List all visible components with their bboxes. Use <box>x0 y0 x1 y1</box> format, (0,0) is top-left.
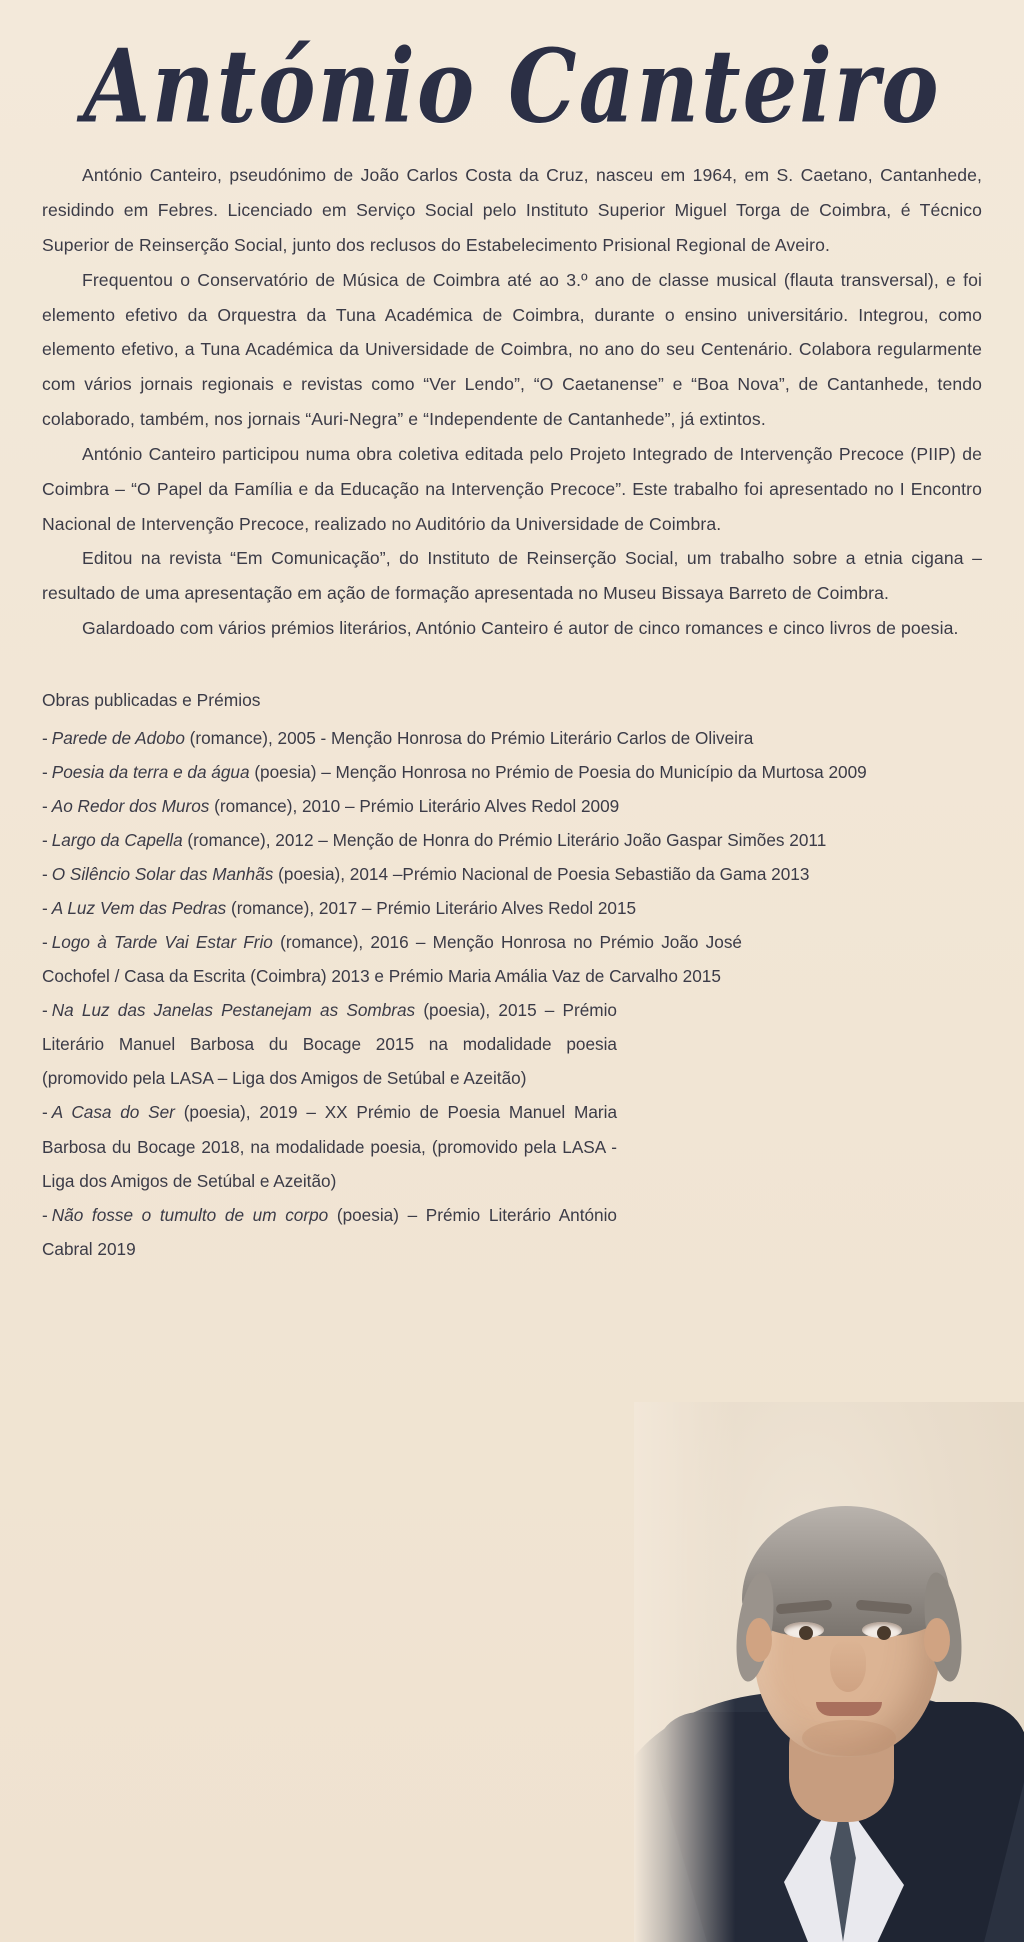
works-list <box>42 721 982 1266</box>
portrait-eye-left <box>784 1622 824 1638</box>
list-dash: - <box>42 1204 48 1225</box>
list-dash: - <box>42 864 48 885</box>
paragraph: António Canteiro, pseudónimo de João Carlos Costa da Cruz, nasceu em 1964, em S. Caetano, Cantanhede, residindo em Febres. Licenciado em Serviço Social pelo Instituto Superior Miguel Torga de Coimbra, é Técnico Superior de Reinserção Social, junto dos reclusos do Estabelecimento Prisional Regional de Aveiro. <box>42 165 982 255</box>
list-dash: - <box>42 796 48 817</box>
work-title: Ao Redor dos Muros <box>51 796 210 817</box>
list-dash: - <box>42 727 48 748</box>
portrait-mouth <box>816 1702 882 1716</box>
work-title: A Casa do Ser <box>51 1102 175 1123</box>
list-item <box>42 925 742 993</box>
work-detail: (romance), 2010 – Prémio Literário Alves Redol 2009 <box>209 796 620 817</box>
portrait-pupil-left <box>799 1626 813 1640</box>
work-detail: (poesia), 2019 – XX Prémio de Poesia Manuel Maria Barbosa du Bocage 2018, na modalidade poesia, (promovido pela LASA - Liga dos Amigos de Setúbal e Azeitão) <box>42 1102 618 1191</box>
portrait-hair-left <box>731 1570 780 1684</box>
work-detail: (poesia), 2014 –Prémio Nacional de Poesia Sebastião da Gama 2013 <box>273 864 810 885</box>
work-detail: (poesia) – Prémio Literário António Cabral 2019 <box>42 1204 617 1259</box>
portrait-edge-fade <box>634 1402 1024 1942</box>
portrait-eye-right <box>862 1622 902 1638</box>
portrait-hair-right <box>919 1570 968 1684</box>
list-dash: - <box>42 1102 48 1123</box>
work-detail: (romance), 2012 – Menção de Honra do Prémio Literário João Gaspar Simões 2011 <box>182 830 827 851</box>
list-item <box>42 1198 617 1266</box>
paragraph: Galardoado com vários prémios literários, António Canteiro é autor de cinco romances e cinco livros de poesia. <box>82 618 959 639</box>
list-item <box>42 1095 617 1197</box>
portrait-background <box>634 1402 1024 1942</box>
portrait-pupil-right <box>877 1626 891 1640</box>
list-dash: - <box>42 1000 48 1021</box>
work-title: Na Luz das Janelas Pestanejam as Sombras <box>51 1000 416 1021</box>
works-heading: Obras publicadas e Prémios <box>42 689 261 710</box>
works-section <box>0 684 1024 1266</box>
author-portrait <box>634 1402 1024 1942</box>
list-item <box>42 891 982 925</box>
work-title: Largo da Capella <box>51 830 183 851</box>
list-item <box>42 993 617 1095</box>
paragraph: António Canteiro participou numa obra coletiva editada pelo Projeto Integrado de Intervenção Precoce (PIIP) de Coimbra – “O Papel da Família e da Educação na Intervenção Precoce”. Este trabalho foi apresentado no I Encontro Nacional de Intervenção Precoce, realizado no Auditório da Universidade de Coimbra. <box>42 443 982 534</box>
work-title: A Luz Vem das Pedras <box>51 898 227 919</box>
portrait-ear-left <box>746 1618 772 1662</box>
portrait-ear-right <box>924 1618 950 1662</box>
biography-section <box>0 158 1024 646</box>
work-title: O Silêncio Solar das Manhãs <box>51 864 274 885</box>
list-item <box>42 721 982 755</box>
paragraph: Frequentou o Conservatório de Música de Coimbra até ao 3.º ano de classe musical (flauta transversal), e foi elemento efetivo da Orquestra da Tuna Académica de Coimbra, durante o ensino universitário. Integrou, como elemento efetivo, a Tuna Académica da Universidade de Coimbra, no ano do seu Centenário. Colabora regularmente com vários jornais regionais e revistas como “Ver Lendo”, “O Caetanense” e “Boa Nova”, de Cantanhede, tendo colaborado, também, nos jornais “Auri-Negra” e “Independente de Cantanhede”, já extintos. <box>42 269 982 430</box>
portrait-nose <box>830 1640 866 1692</box>
portrait-eyebrow-left <box>776 1600 833 1615</box>
portrait-tie <box>820 1822 866 1942</box>
portrait-eyebrow-right <box>856 1600 913 1615</box>
work-title: Logo à Tarde Vai Estar Frio <box>51 932 273 953</box>
portrait-suit-lapel-right <box>824 1702 1024 1942</box>
portrait-shirt <box>784 1792 904 1942</box>
list-item <box>42 789 982 823</box>
work-detail: (romance), 2005 - Menção Honrosa do Prémio Literário Carlos de Oliveira <box>184 727 754 748</box>
title-block <box>0 0 1024 158</box>
work-title: Poesia da terra e da água <box>51 762 250 782</box>
list-dash: - <box>42 762 48 782</box>
portrait-head <box>754 1522 939 1757</box>
list-dash: - <box>42 830 48 851</box>
work-detail: (poesia) – Menção Honrosa no Prémio de Poesia do Município da Murtosa 2009 <box>249 762 867 782</box>
page-title: António Canteiro <box>83 26 941 147</box>
work-title: Não fosse o tumulto de um corpo <box>51 1204 329 1225</box>
work-detail: (poesia), 2015 – Prémio Literário Manuel Barbosa du Bocage 2015 na modalidade poesia (promovido pela LASA – Liga dos Amigos de Setúbal e Azeitão) <box>42 1000 617 1089</box>
list-item <box>42 823 982 857</box>
work-title: Parede de Adobo <box>51 727 185 748</box>
list-item <box>42 755 982 789</box>
portrait-chin <box>802 1720 896 1756</box>
work-detail: (romance), 2016 – Menção Honrosa no Prémio João José Cochofel / Casa da Escrita (Coimbra) 2013 e Prémio Maria Amália Vaz de Carvalho 2015 <box>42 932 742 987</box>
paragraph: Editou na revista “Em Comunicação”, do Instituto de Reinserção Social, um trabalho sobre a etnia cigana – resultado de uma apresentação em ação de formação apresentada no Museu Bissaya Barreto de Coimbra. <box>42 548 982 604</box>
list-dash: - <box>42 932 48 953</box>
work-detail: (romance), 2017 – Prémio Literário Alves Redol 2015 <box>226 898 637 919</box>
list-dash: - <box>42 898 48 919</box>
portrait-suit-lapel-left <box>641 1712 857 1942</box>
portrait-suit <box>634 1692 1024 1942</box>
portrait-neck <box>789 1702 894 1822</box>
portrait-hair <box>742 1506 950 1636</box>
list-item <box>42 857 982 891</box>
